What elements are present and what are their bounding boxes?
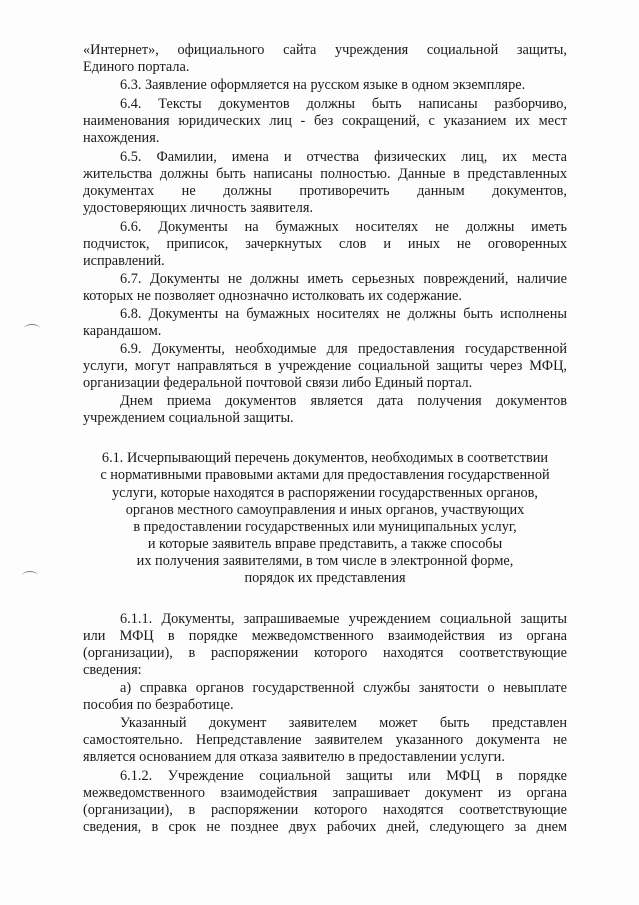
- paragraph-line: удостоверяющих личность заявителя.: [83, 200, 314, 216]
- paragraph-line: 6.9. Документы, необходимые для предоставления государственной: [120, 341, 567, 357]
- binder-hole-mark: [24, 324, 40, 333]
- paragraph-line: Единого портала.: [83, 59, 190, 75]
- paragraph-line: нахождения.: [83, 130, 160, 146]
- binder-hole-mark: [22, 571, 38, 580]
- paragraph-line: 6.4. Тексты документов должны быть написаны разборчиво,: [120, 96, 567, 112]
- paragraph-line: которых не позволяет однозначно истолковать их содержание.: [83, 288, 462, 304]
- paragraph-line: документах не должны противоречить данным документов,: [83, 183, 567, 199]
- paragraph-line: организации федеральной почтовой связи либо Единый портал.: [83, 375, 473, 391]
- paragraph-line: или МФЦ в порядке межведомственного взаимодействия из органа: [83, 628, 567, 644]
- paragraph-line: карандашом.: [83, 323, 162, 339]
- paragraph-line: межведомственного взаимодействия запрашивает документ из органа: [83, 785, 567, 801]
- paragraph-line: 6.6. Документы на бумажных носителях не должны иметь: [120, 219, 567, 235]
- paragraph-line: сведения:: [83, 662, 142, 678]
- paragraph-line: самостоятельно. Непредставление заявителем указанного документа не: [83, 732, 567, 748]
- section-heading-line: в предоставлении государственных или муниципальных услуг,: [133, 519, 517, 535]
- paragraph-line: 6.1.1. Документы, запрашиваемые учреждением социальной защиты: [120, 611, 567, 627]
- paragraph-line: учреждением социальной защиты.: [83, 410, 294, 426]
- paragraph-line: «Интернет», официального сайта учреждения социальной защиты,: [83, 42, 567, 58]
- section-heading-line: и которые заявитель вправе представить, а также способы: [147, 536, 503, 552]
- paragraph-line: (организации), в распоряжении которого находятся соответствующие: [83, 802, 567, 818]
- section-heading-line: порядок их представления: [244, 570, 406, 586]
- section-heading-line: с нормативными правовыми актами для предоставления государственной: [100, 467, 550, 483]
- paragraph-line: подчисток, приписок, зачеркнутых слов и иных не оговоренных: [83, 236, 567, 252]
- paragraph-line: а) справка органов государственной службы занятости о невыплате: [120, 680, 567, 696]
- paragraph-line: Указанный документ заявителем может быть представлен: [120, 715, 567, 731]
- paragraph-line: услуги, могут направляться в учреждение социальной защиты через МФЦ,: [83, 358, 567, 374]
- paragraph-line: наименования юридических лиц - без сокращений, с указанием их мест: [83, 113, 567, 129]
- paragraph-line: 6.7. Документы не должны иметь серьезных повреждений, наличие: [120, 271, 567, 287]
- paragraph-line: является основанием для отказа заявителю в предоставлении услуги.: [83, 749, 505, 765]
- paragraph-line: исправлений.: [83, 253, 165, 269]
- paragraph-line: пособия по безработице.: [83, 697, 234, 713]
- paragraph-line: (организации), в распоряжении которого находятся соответствующие: [83, 645, 567, 661]
- section-heading-line: услуги, которые находятся в распоряжении государственных органов,: [112, 485, 538, 501]
- paragraph-line: 6.3. Заявление оформляется на русском языке в одном экземпляре.: [120, 77, 526, 93]
- paragraph-line: 6.1.2. Учреждение социальной защиты или МФЦ в порядке: [120, 768, 567, 784]
- section-heading-line: 6.1. Исчерпывающий перечень документов, необходимых в соответствии: [101, 450, 549, 466]
- paragraph-line: 6.5. Фамилии, имена и отчества физических лиц, их места: [120, 149, 567, 165]
- paragraph-line: жительства должны быть написаны полностью. Данные в представленных: [83, 166, 567, 182]
- paragraph-line: 6.8. Документы на бумажных носителях не должны быть исполнены: [120, 306, 567, 322]
- section-heading-line: органов местного самоуправления и иных органов, участвующих: [125, 502, 525, 518]
- paragraph-line: сведения, в срок не позднее двух рабочих дней, следующего за днем: [83, 819, 567, 835]
- paragraph-line: Днем приема документов является дата получения документов: [120, 393, 567, 409]
- section-heading-line: их получения заявителями, в том числе в электронной форме,: [136, 553, 514, 569]
